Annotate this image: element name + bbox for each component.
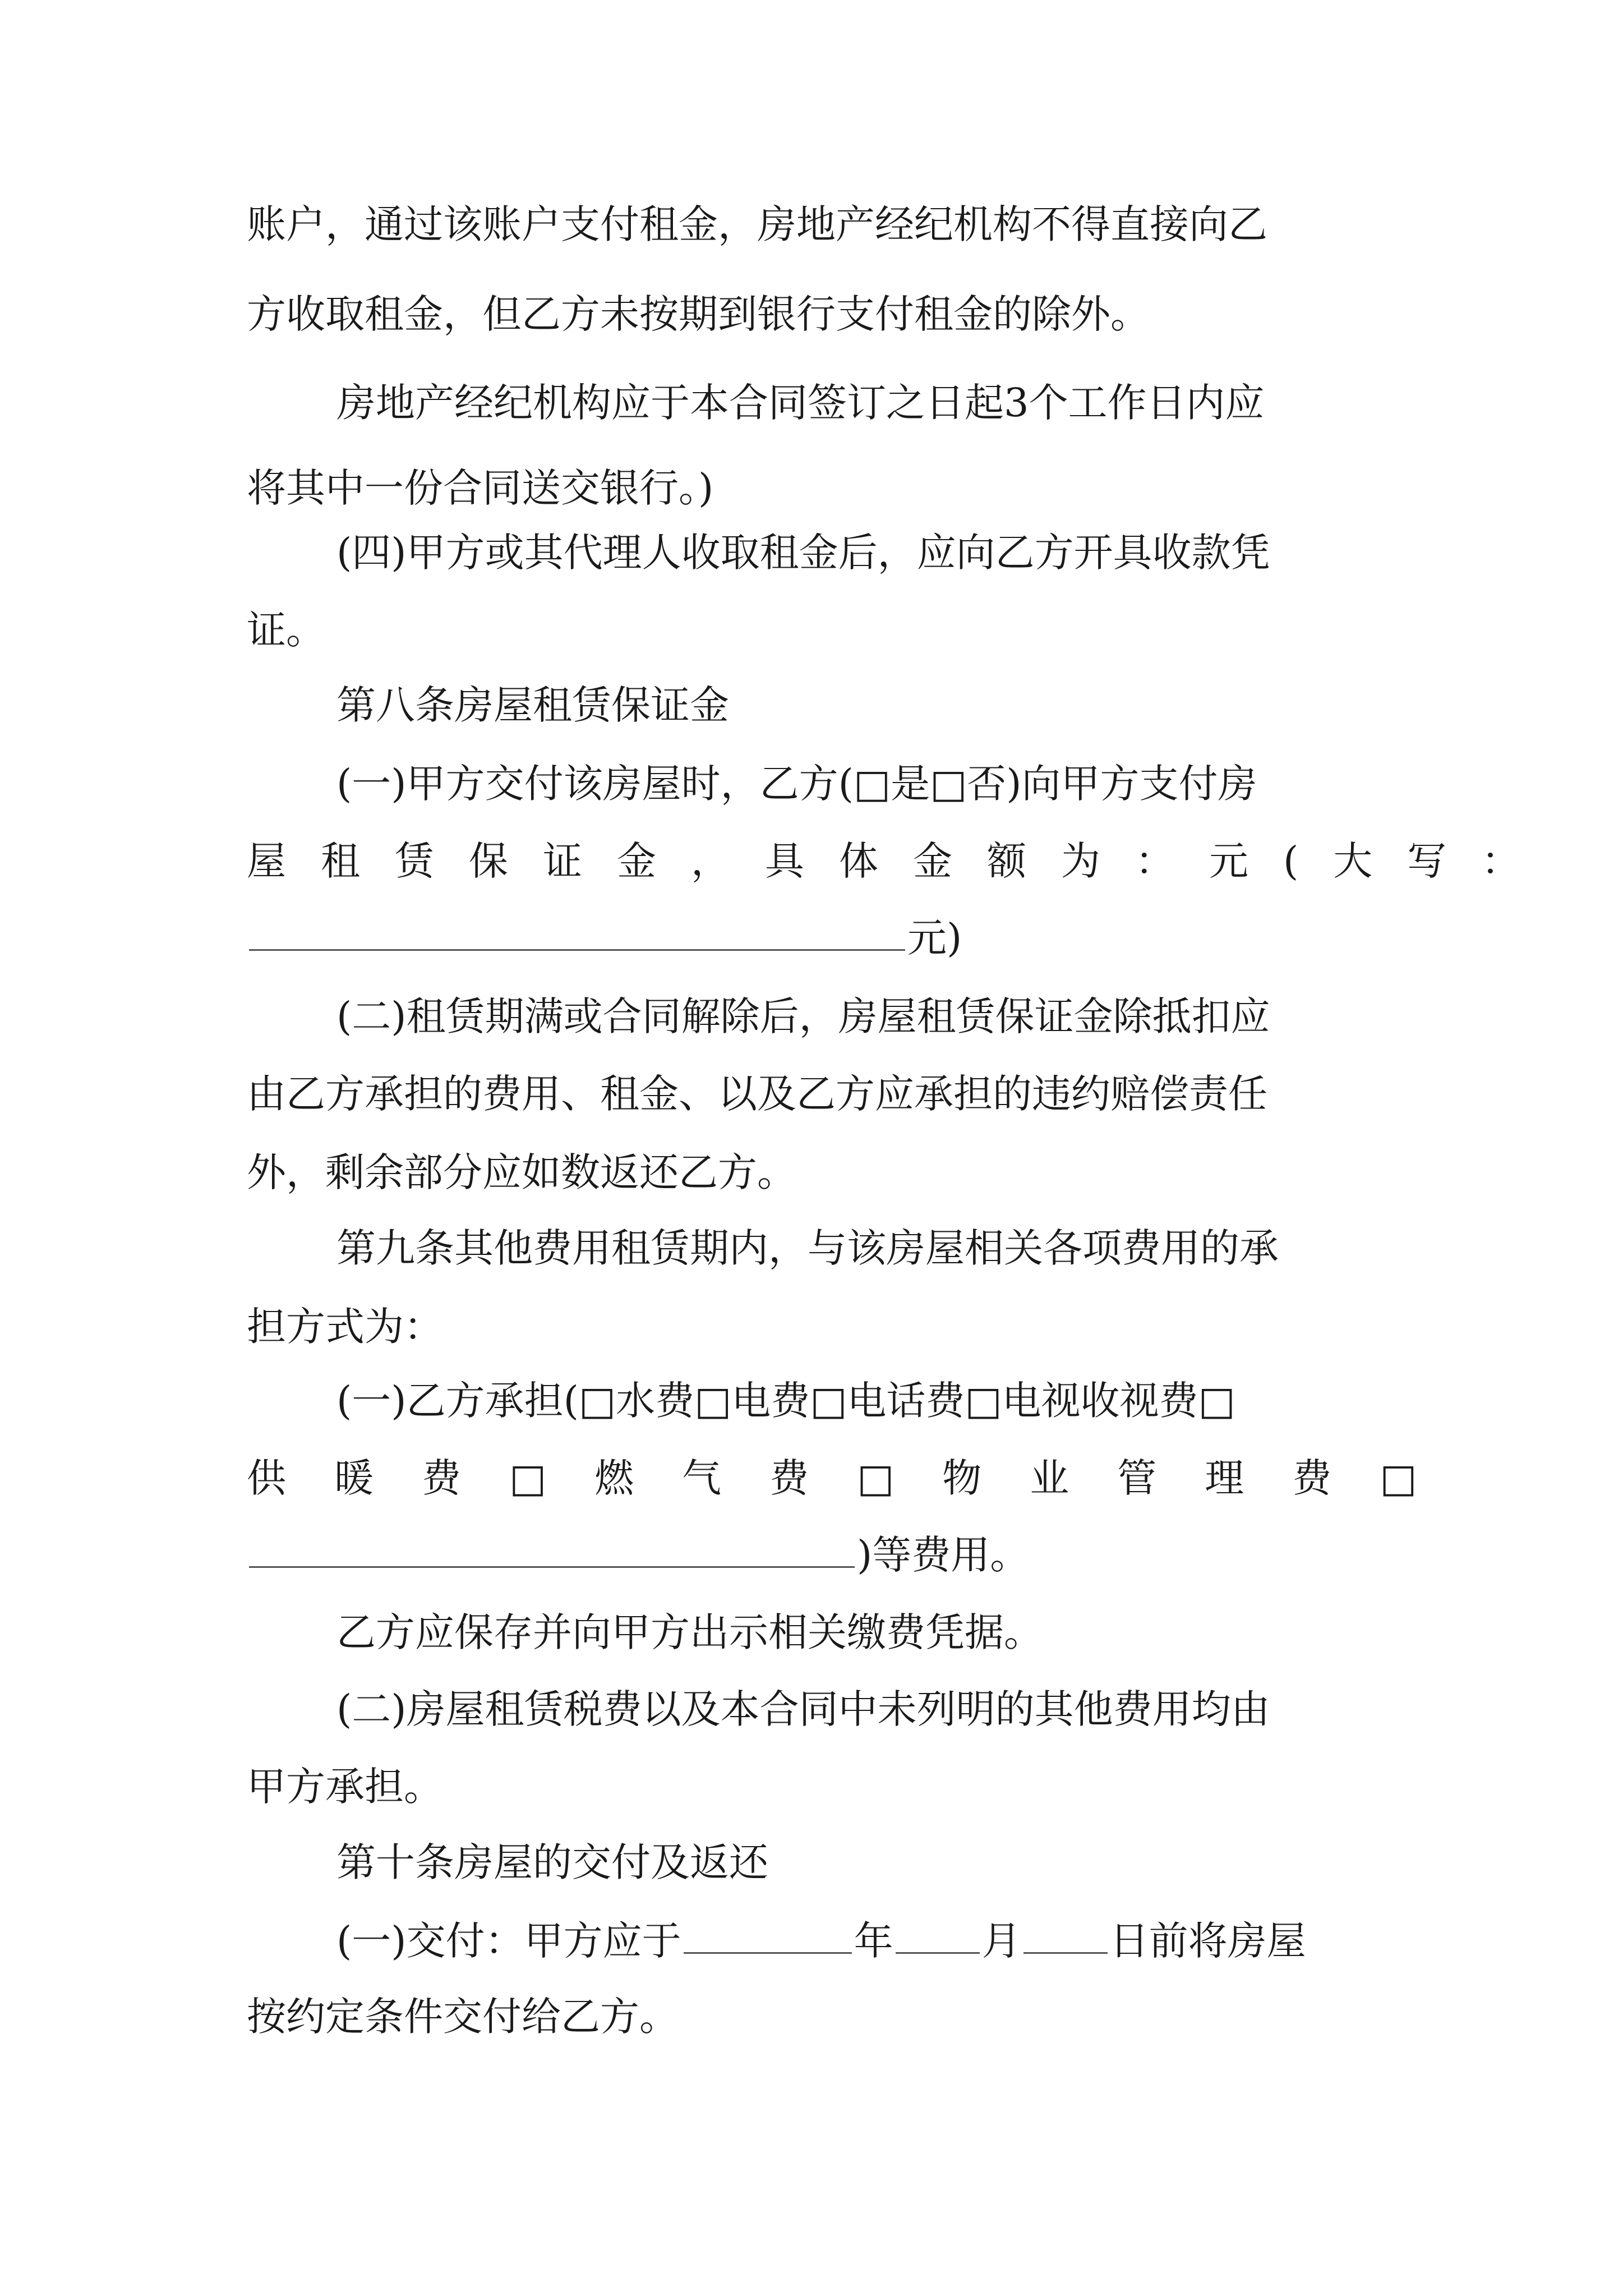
text-line: (四)甲方或其代理人收取租金后，应向乙方开具收款凭 [336, 530, 1270, 576]
text-fragment: 年 [854, 1918, 893, 1964]
fill-blank[interactable] [249, 904, 905, 951]
text-line: (一)乙方承担(□水费□电费□电话费□电视收视费□ [336, 1378, 1235, 1424]
text-line: 担方式为： [247, 1304, 443, 1350]
section-heading: 第十条房屋的交付及返还 [336, 1839, 768, 1885]
text-line: 将其中一份合同送交银行。) [247, 465, 714, 511]
blank-line [247, 904, 1385, 972]
text-line: 外，剩余部分应如数返还乙方。 [247, 1149, 796, 1195]
text-line: 由乙方承担的费用、租金、以及乙方应承担的违约赔偿责任 [247, 1071, 1267, 1117]
text-line: 证。 [247, 607, 325, 653]
text-line: 甲方承担。 [247, 1764, 443, 1810]
text-line-justified [247, 1444, 1465, 1512]
month-blank[interactable] [896, 1907, 980, 1954]
text-line: 按约定条件交付给乙方。 [247, 1994, 679, 2040]
text-line-justified [247, 827, 1556, 895]
spread-text: 供暖费□燃气费□物业管理费□ [247, 1455, 1465, 1501]
blank-line [336, 1907, 1385, 1975]
text-line: (二)租赁期满或合同解除后，房屋租赁保证金除抵扣应 [336, 993, 1270, 1039]
text-fragment: (一)交付：甲方应于 [336, 1918, 681, 1964]
text-line: 乙方应保存并向甲方出示相关缴费凭据。 [336, 1609, 1043, 1655]
text-line: (一)甲方交付该房屋时，乙方(□是□否)向甲方支付房 [336, 761, 1257, 807]
text-fragment: )等费用。 [857, 1532, 1030, 1578]
blank-line [247, 1521, 1385, 1589]
text-line: 账户，通过该账户支付租金，房地产经纪机构不得直接向乙 [247, 201, 1267, 247]
spread-text: 屋租赁保证金，具体金额为：元(大写： [247, 838, 1556, 884]
text-fragment: 月 [981, 1918, 1021, 1964]
text-line: (二)房屋租赁税费以及本合同中未列明的其他费用均由 [336, 1686, 1270, 1732]
text-line: 方收取租金，但乙方未按期到银行支付租金的除外。 [247, 291, 1150, 337]
text-line: 房地产经纪机构应于本合同签订之日起3个工作日内应 [336, 380, 1265, 426]
fill-blank[interactable] [249, 1521, 855, 1568]
section-heading: 第九条其他费用租赁期内，与该房屋相关各项费用的承 [336, 1225, 1279, 1271]
section-heading: 第八条房屋租赁保证金 [336, 682, 729, 728]
year-blank[interactable] [684, 1907, 852, 1954]
text-fragment: 元) [907, 915, 962, 961]
text-fragment: 日前将房屋 [1109, 1918, 1306, 1964]
day-blank[interactable] [1023, 1907, 1108, 1954]
